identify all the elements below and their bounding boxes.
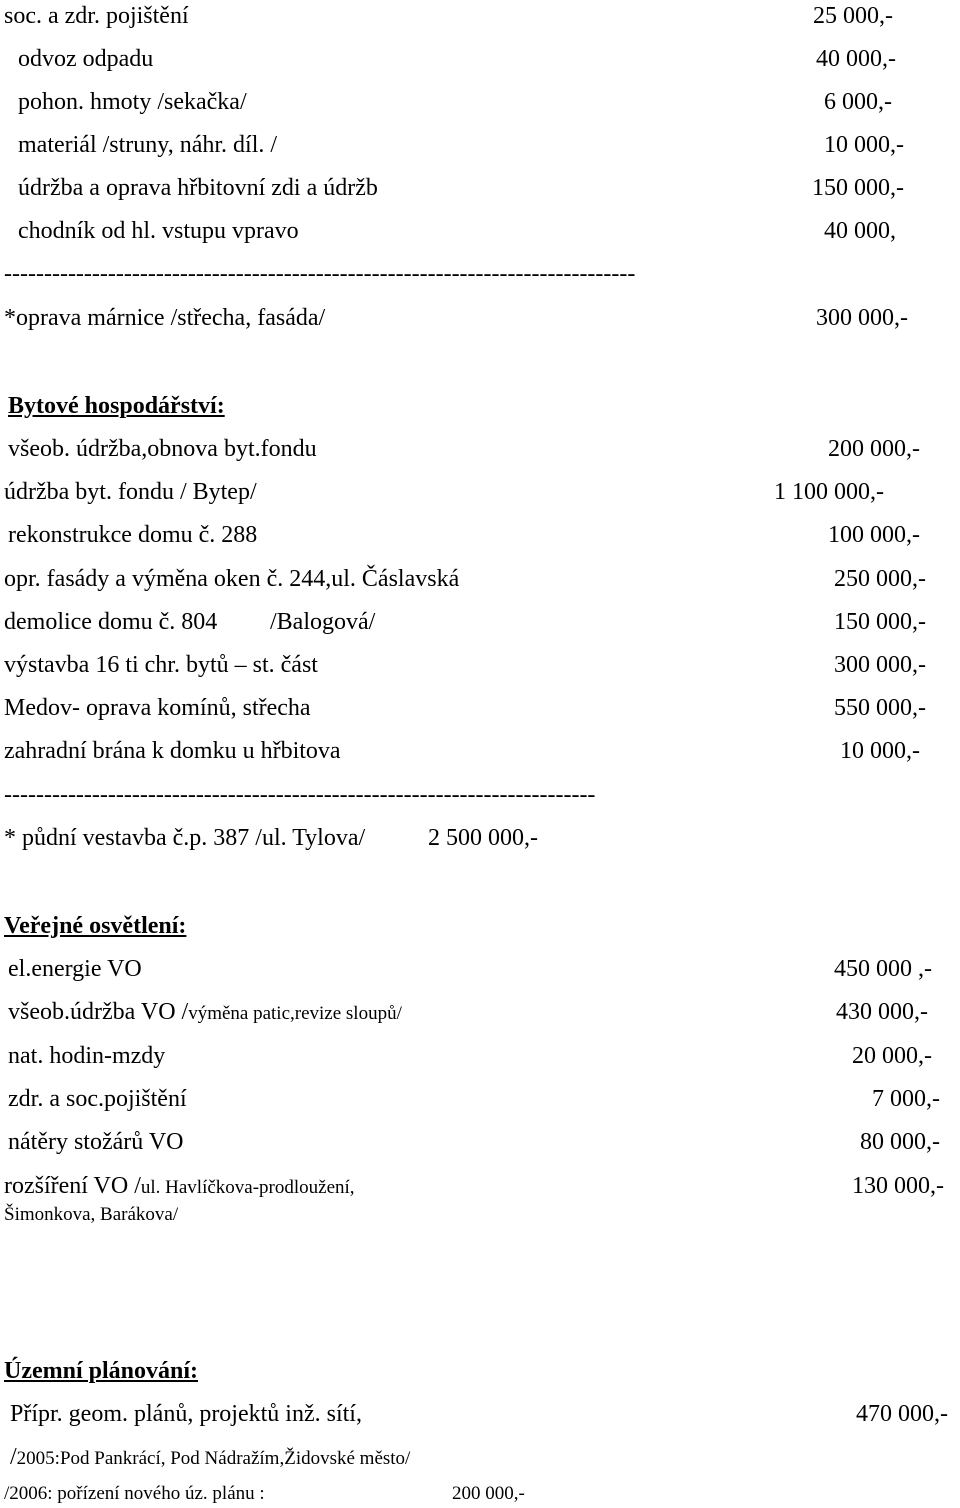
separator-line: -------------------------------------------------------------------------------	[4, 261, 636, 287]
item-label	[8, 998, 402, 1028]
item-label: opr. fasády a výměna oken č. 244,ul. Čáslavská	[4, 566, 460, 592]
item-amount: 20 000,-	[852, 1043, 932, 1069]
item-label: pohon. hmoty /sekačka/	[18, 89, 247, 115]
item-label: el.energie VO	[8, 956, 142, 982]
item-label: soc. a zdr. pojištění	[4, 3, 189, 29]
item-amount: 80 000,-	[860, 1129, 940, 1155]
item-label: nat. hodin-mzdy	[8, 1043, 166, 1069]
item-label	[4, 1172, 355, 1202]
planning-note-2-amount: 200 000,-	[452, 1483, 525, 1504]
planning-note-2: /2006: pořízení nového úz. plánu :	[4, 1483, 265, 1504]
item-amount: 200 000,-	[828, 436, 920, 462]
item-amount: 470 000,-	[856, 1401, 948, 1427]
item-amount: 7 000,-	[872, 1086, 940, 1112]
item-note-continued: Šimonkova, Barákova/	[4, 1204, 179, 1225]
item-note: ul. Havlíčkova-prodloužení,	[140, 1177, 355, 1198]
item-label: materiál /struny, náhr. díl. /	[18, 132, 278, 158]
item-amount: 430 000,-	[836, 999, 928, 1025]
section-heading-lighting: Veřejné osvětlení:	[4, 913, 187, 939]
item-label: Medov- oprava komínů, střecha	[4, 695, 311, 721]
item-label: výstavba 16 ti chr. bytů – st. část	[4, 652, 318, 678]
item-amount: 300 000,-	[834, 652, 926, 678]
section-heading-housing: Bytové hospodářství:	[8, 393, 225, 419]
item-label: demolice domu č. 804	[4, 609, 218, 635]
separator-line: --------------------------------------------------------------------------	[4, 782, 596, 808]
item-label-main: všeob.údržba VO /	[8, 999, 189, 1025]
item-amount: 550 000,-	[834, 695, 926, 721]
item-amount: 150 000,-	[812, 175, 904, 201]
item-amount: 2 500 000,-	[428, 825, 538, 851]
planning-note-1	[10, 1443, 410, 1473]
item-label: Přípr. geom. plánů, projektů inž. sítí,	[10, 1401, 362, 1427]
item-label: všeob. údržba,obnova byt.fondu	[8, 436, 317, 462]
planning-note-prefix: /	[10, 1444, 17, 1470]
item-label: nátěry stožárů VO	[8, 1129, 184, 1155]
item-label: * půdní vestavba č.p. 387 /ul. Tylova/	[4, 825, 366, 851]
item-label: chodník od hl. vstupu vpravo	[18, 218, 299, 244]
section-heading-planning: Územní plánování:	[4, 1358, 199, 1384]
item-amount: 10 000,-	[824, 132, 904, 158]
item-amount: 25 000,-	[813, 3, 893, 29]
item-amount: 130 000,-	[852, 1173, 944, 1199]
item-amount: 1 100 000,-	[774, 479, 884, 505]
item-label: rekonstrukce domu č. 288	[8, 522, 258, 548]
item-note: výměna patic,revize sloupů/	[188, 1003, 402, 1024]
item-amount: 10 000,-	[840, 738, 920, 764]
item-amount: 250 000,-	[834, 566, 926, 592]
item-label: *oprava márnice /střecha, fasáda/	[4, 305, 326, 331]
item-label: údržba byt. fondu / Bytep/	[4, 479, 257, 505]
item-label: odvoz odpadu	[18, 46, 154, 72]
item-label: zdr. a soc.pojištění	[8, 1086, 187, 1112]
item-label: údržba a oprava hřbitovní zdi a údržb	[18, 175, 378, 201]
item-label-main: rozšíření VO /	[4, 1173, 141, 1199]
item-amount: 6 000,-	[824, 89, 892, 115]
item-amount: 150 000,-	[834, 609, 926, 635]
planning-note-text: 2005:Pod Pankrácí, Pod Nádražím,Židovské město/	[16, 1448, 411, 1469]
item-amount: 100 000,-	[828, 522, 920, 548]
item-amount: 450 000 ,-	[834, 956, 932, 982]
item-amount: 40 000,-	[816, 46, 896, 72]
item-label: zahradní brána k domku u hřbitova	[4, 738, 341, 764]
item-amount: 40 000,	[824, 218, 896, 244]
item-amount: 300 000,-	[816, 305, 908, 331]
item-label-secondary: /Balogová/	[270, 609, 376, 635]
